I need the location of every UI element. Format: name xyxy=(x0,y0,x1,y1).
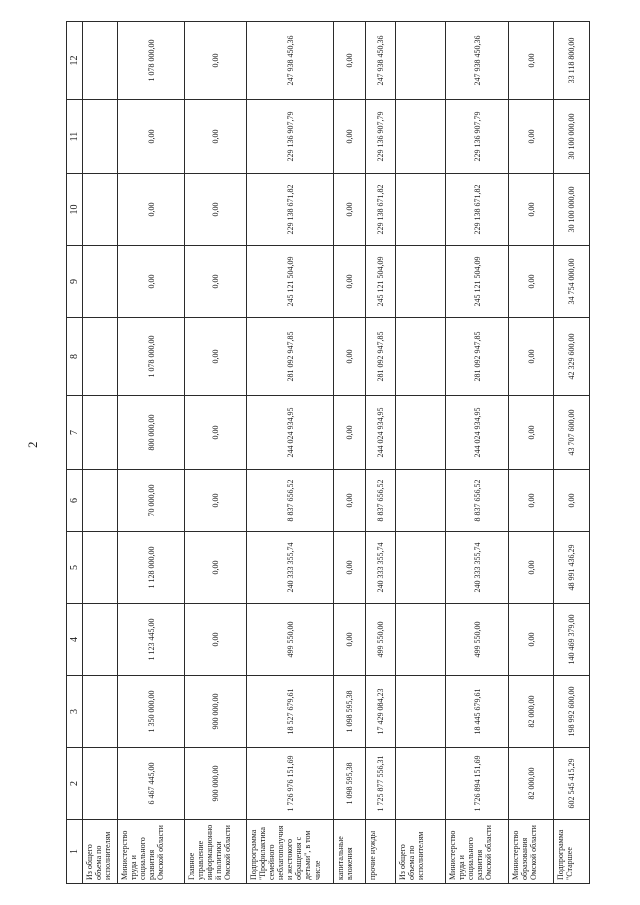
table-cell: 0,00 xyxy=(509,396,554,470)
table-cell: 0,00 xyxy=(509,604,554,676)
table-cell: 0,00 xyxy=(118,100,185,174)
table-cell: 0,00 xyxy=(185,174,247,246)
table-cell: 1 726 976 151,69 xyxy=(247,748,334,820)
table-row xyxy=(396,22,446,884)
table-cell: 18 445 679,61 xyxy=(446,676,509,748)
table-cell: 0,00 xyxy=(185,318,247,396)
table-cell: 0,00 xyxy=(185,22,247,100)
table-cell xyxy=(83,174,118,246)
table-cell xyxy=(396,604,446,676)
table-cell: 1 098 595,38 xyxy=(334,676,366,748)
table-cell: 1 128 000,00 xyxy=(118,532,185,604)
table-cell: 245 121 504,09 xyxy=(446,246,509,318)
table-cell xyxy=(396,676,446,748)
table-cell: 140 469 379,00 xyxy=(554,604,590,676)
table-cell: 229 138 671,82 xyxy=(446,174,509,246)
table-cell xyxy=(83,470,118,532)
column-header: 12 xyxy=(67,22,83,100)
table-cell xyxy=(396,532,446,604)
table-row xyxy=(118,22,185,884)
table-cell: 0,00 xyxy=(509,174,554,246)
table-cell xyxy=(396,100,446,174)
table-cell: 0,00 xyxy=(509,532,554,604)
table-cell: 244 024 934,95 xyxy=(446,396,509,470)
table-row xyxy=(366,22,396,884)
column-header: 3 xyxy=(67,676,83,748)
table-row xyxy=(554,22,590,884)
table-cell xyxy=(83,22,118,100)
table-cell: 198 992 600,00 xyxy=(554,676,590,748)
table-cell: 0,00 xyxy=(118,246,185,318)
table-cell: 499 550,00 xyxy=(247,604,334,676)
table-cell: 30 100 000,00 xyxy=(554,174,590,246)
table-cell: 281 092 947,85 xyxy=(247,318,334,396)
table-cell: 0,00 xyxy=(334,396,366,470)
table-cell: 8 837 656,52 xyxy=(247,470,334,532)
table-cell: 247 938 450,36 xyxy=(446,22,509,100)
table-cell: 800 000,00 xyxy=(118,396,185,470)
table-cell: 240 333 355,74 xyxy=(446,532,509,604)
row-label: Министерство труда и социального развития Омской области xyxy=(118,820,185,884)
table-cell xyxy=(83,604,118,676)
table-row xyxy=(83,22,118,884)
column-header: 9 xyxy=(67,246,83,318)
column-header: 1 xyxy=(67,820,83,884)
table-cell: 0,00 xyxy=(334,470,366,532)
table-cell: 0,00 xyxy=(509,318,554,396)
budget-table xyxy=(66,21,590,884)
table-cell: 18 527 679,61 xyxy=(247,676,334,748)
table-cell: 0,00 xyxy=(185,396,247,470)
table-cell: 499 550,00 xyxy=(446,604,509,676)
table-cell xyxy=(83,532,118,604)
table-cell: 245 121 504,09 xyxy=(247,246,334,318)
table-cell: 245 121 504,09 xyxy=(366,246,396,318)
table-cell: 0,00 xyxy=(185,604,247,676)
table-cell xyxy=(83,318,118,396)
table-cell xyxy=(83,396,118,470)
table-cell: 229 136 907,79 xyxy=(366,100,396,174)
table-cell: 8 837 656,52 xyxy=(366,470,396,532)
table-cell: 0,00 xyxy=(334,318,366,396)
table-cell: 8 837 656,52 xyxy=(446,470,509,532)
table-cell xyxy=(396,246,446,318)
table-row xyxy=(509,22,554,884)
table-cell: 0,00 xyxy=(554,470,590,532)
table-cell xyxy=(83,748,118,820)
table-cell: 34 754 000,00 xyxy=(554,246,590,318)
table-cell: 0,00 xyxy=(509,100,554,174)
table-cell: 499 550,00 xyxy=(366,604,396,676)
column-header: 10 xyxy=(67,174,83,246)
column-header: 8 xyxy=(67,318,83,396)
table-cell: 82 000,00 xyxy=(509,676,554,748)
column-header: 5 xyxy=(67,532,83,604)
table-cell: 6 467 445,00 xyxy=(118,748,185,820)
table-cell: 70 000,00 xyxy=(118,470,185,532)
table-cell: 0,00 xyxy=(185,470,247,532)
table-cell: 1 725 877 556,31 xyxy=(366,748,396,820)
table-cell: 0,00 xyxy=(509,246,554,318)
table-cell: 229 136 907,79 xyxy=(247,100,334,174)
table-cell: 42 329 600,00 xyxy=(554,318,590,396)
table-cell: 0,00 xyxy=(334,604,366,676)
table-cell xyxy=(83,676,118,748)
table-cell xyxy=(396,318,446,396)
table-cell: 1 078 000,00 xyxy=(118,318,185,396)
table-cell: 900 000,00 xyxy=(185,748,247,820)
table-cell: 0,00 xyxy=(185,246,247,318)
table-cell xyxy=(396,174,446,246)
table-cell: 0,00 xyxy=(334,100,366,174)
table-cell: 43 707 600,00 xyxy=(554,396,590,470)
table-cell: 1 350 000,00 xyxy=(118,676,185,748)
table-cell: 82 000,00 xyxy=(509,748,554,820)
table-cell: 602 545 415,29 xyxy=(554,748,590,820)
table-cell xyxy=(396,22,446,100)
table-cell: 247 938 450,36 xyxy=(366,22,396,100)
table-cell: 229 138 671,82 xyxy=(247,174,334,246)
row-label: Подпрограмма "Профилактика семейного неблагополучия и жестокого обращения с детьми", в том числе xyxy=(247,820,334,884)
table-cell: 240 333 355,74 xyxy=(366,532,396,604)
table-cell: 1 078 000,00 xyxy=(118,22,185,100)
table-cell: 0,00 xyxy=(334,532,366,604)
table-cell: 900 000,00 xyxy=(185,676,247,748)
table-cell xyxy=(396,748,446,820)
table-cell: 1 726 894 151,69 xyxy=(446,748,509,820)
table-cell: 17 429 084,23 xyxy=(366,676,396,748)
row-label: Из общего объема по исполнителям xyxy=(396,820,446,884)
table-cell: 0,00 xyxy=(509,470,554,532)
column-header: 7 xyxy=(67,396,83,470)
table-cell: 244 024 934,95 xyxy=(247,396,334,470)
table-row xyxy=(185,22,247,884)
table-cell: 0,00 xyxy=(334,174,366,246)
table-row xyxy=(334,22,366,884)
column-header: 2 xyxy=(67,748,83,820)
table-cell: 0,00 xyxy=(334,22,366,100)
row-label: Подпрограмма "Старшее xyxy=(554,820,590,884)
table-cell: 240 333 355,74 xyxy=(247,532,334,604)
row-label: капитальные вложения xyxy=(334,820,366,884)
table-cell: 229 138 671,82 xyxy=(366,174,396,246)
table-cell: 1 123 445,00 xyxy=(118,604,185,676)
row-label: Министерство труда и социального развития Омской области xyxy=(446,820,509,884)
table-cell xyxy=(83,100,118,174)
page-number: 2 xyxy=(25,441,40,448)
table-cell: 229 136 907,79 xyxy=(446,100,509,174)
table-cell: 244 024 934,95 xyxy=(366,396,396,470)
table-cell: 1 098 595,38 xyxy=(334,748,366,820)
row-label: Из общего объема по исполнителям xyxy=(83,820,118,884)
table-cell: 281 092 947,85 xyxy=(366,318,396,396)
table-cell: 0,00 xyxy=(509,22,554,100)
table-cell: 48 991 436,29 xyxy=(554,532,590,604)
table-cell: 0,00 xyxy=(118,174,185,246)
table-cell xyxy=(83,246,118,318)
table-row xyxy=(247,22,334,884)
table-cell: 281 092 947,85 xyxy=(446,318,509,396)
column-header: 11 xyxy=(67,100,83,174)
row-label: Министерство образования Омской области xyxy=(509,820,554,884)
table-cell xyxy=(396,470,446,532)
table-cell: 247 938 450,36 xyxy=(247,22,334,100)
table-cell: 33 118 800,00 xyxy=(554,22,590,100)
column-header: 6 xyxy=(67,470,83,532)
table-cell: 0,00 xyxy=(334,246,366,318)
row-label: прочие нужды xyxy=(366,820,396,884)
table-cell xyxy=(396,396,446,470)
budget-table-container xyxy=(66,22,588,884)
header-row xyxy=(67,22,83,884)
table-cell: 30 100 000,00 xyxy=(554,100,590,174)
table-row xyxy=(446,22,509,884)
table-cell: 0,00 xyxy=(185,532,247,604)
column-header: 4 xyxy=(67,604,83,676)
table-cell: 0,00 xyxy=(185,100,247,174)
row-label: Главное управление информационной политики Омской области xyxy=(185,820,247,884)
